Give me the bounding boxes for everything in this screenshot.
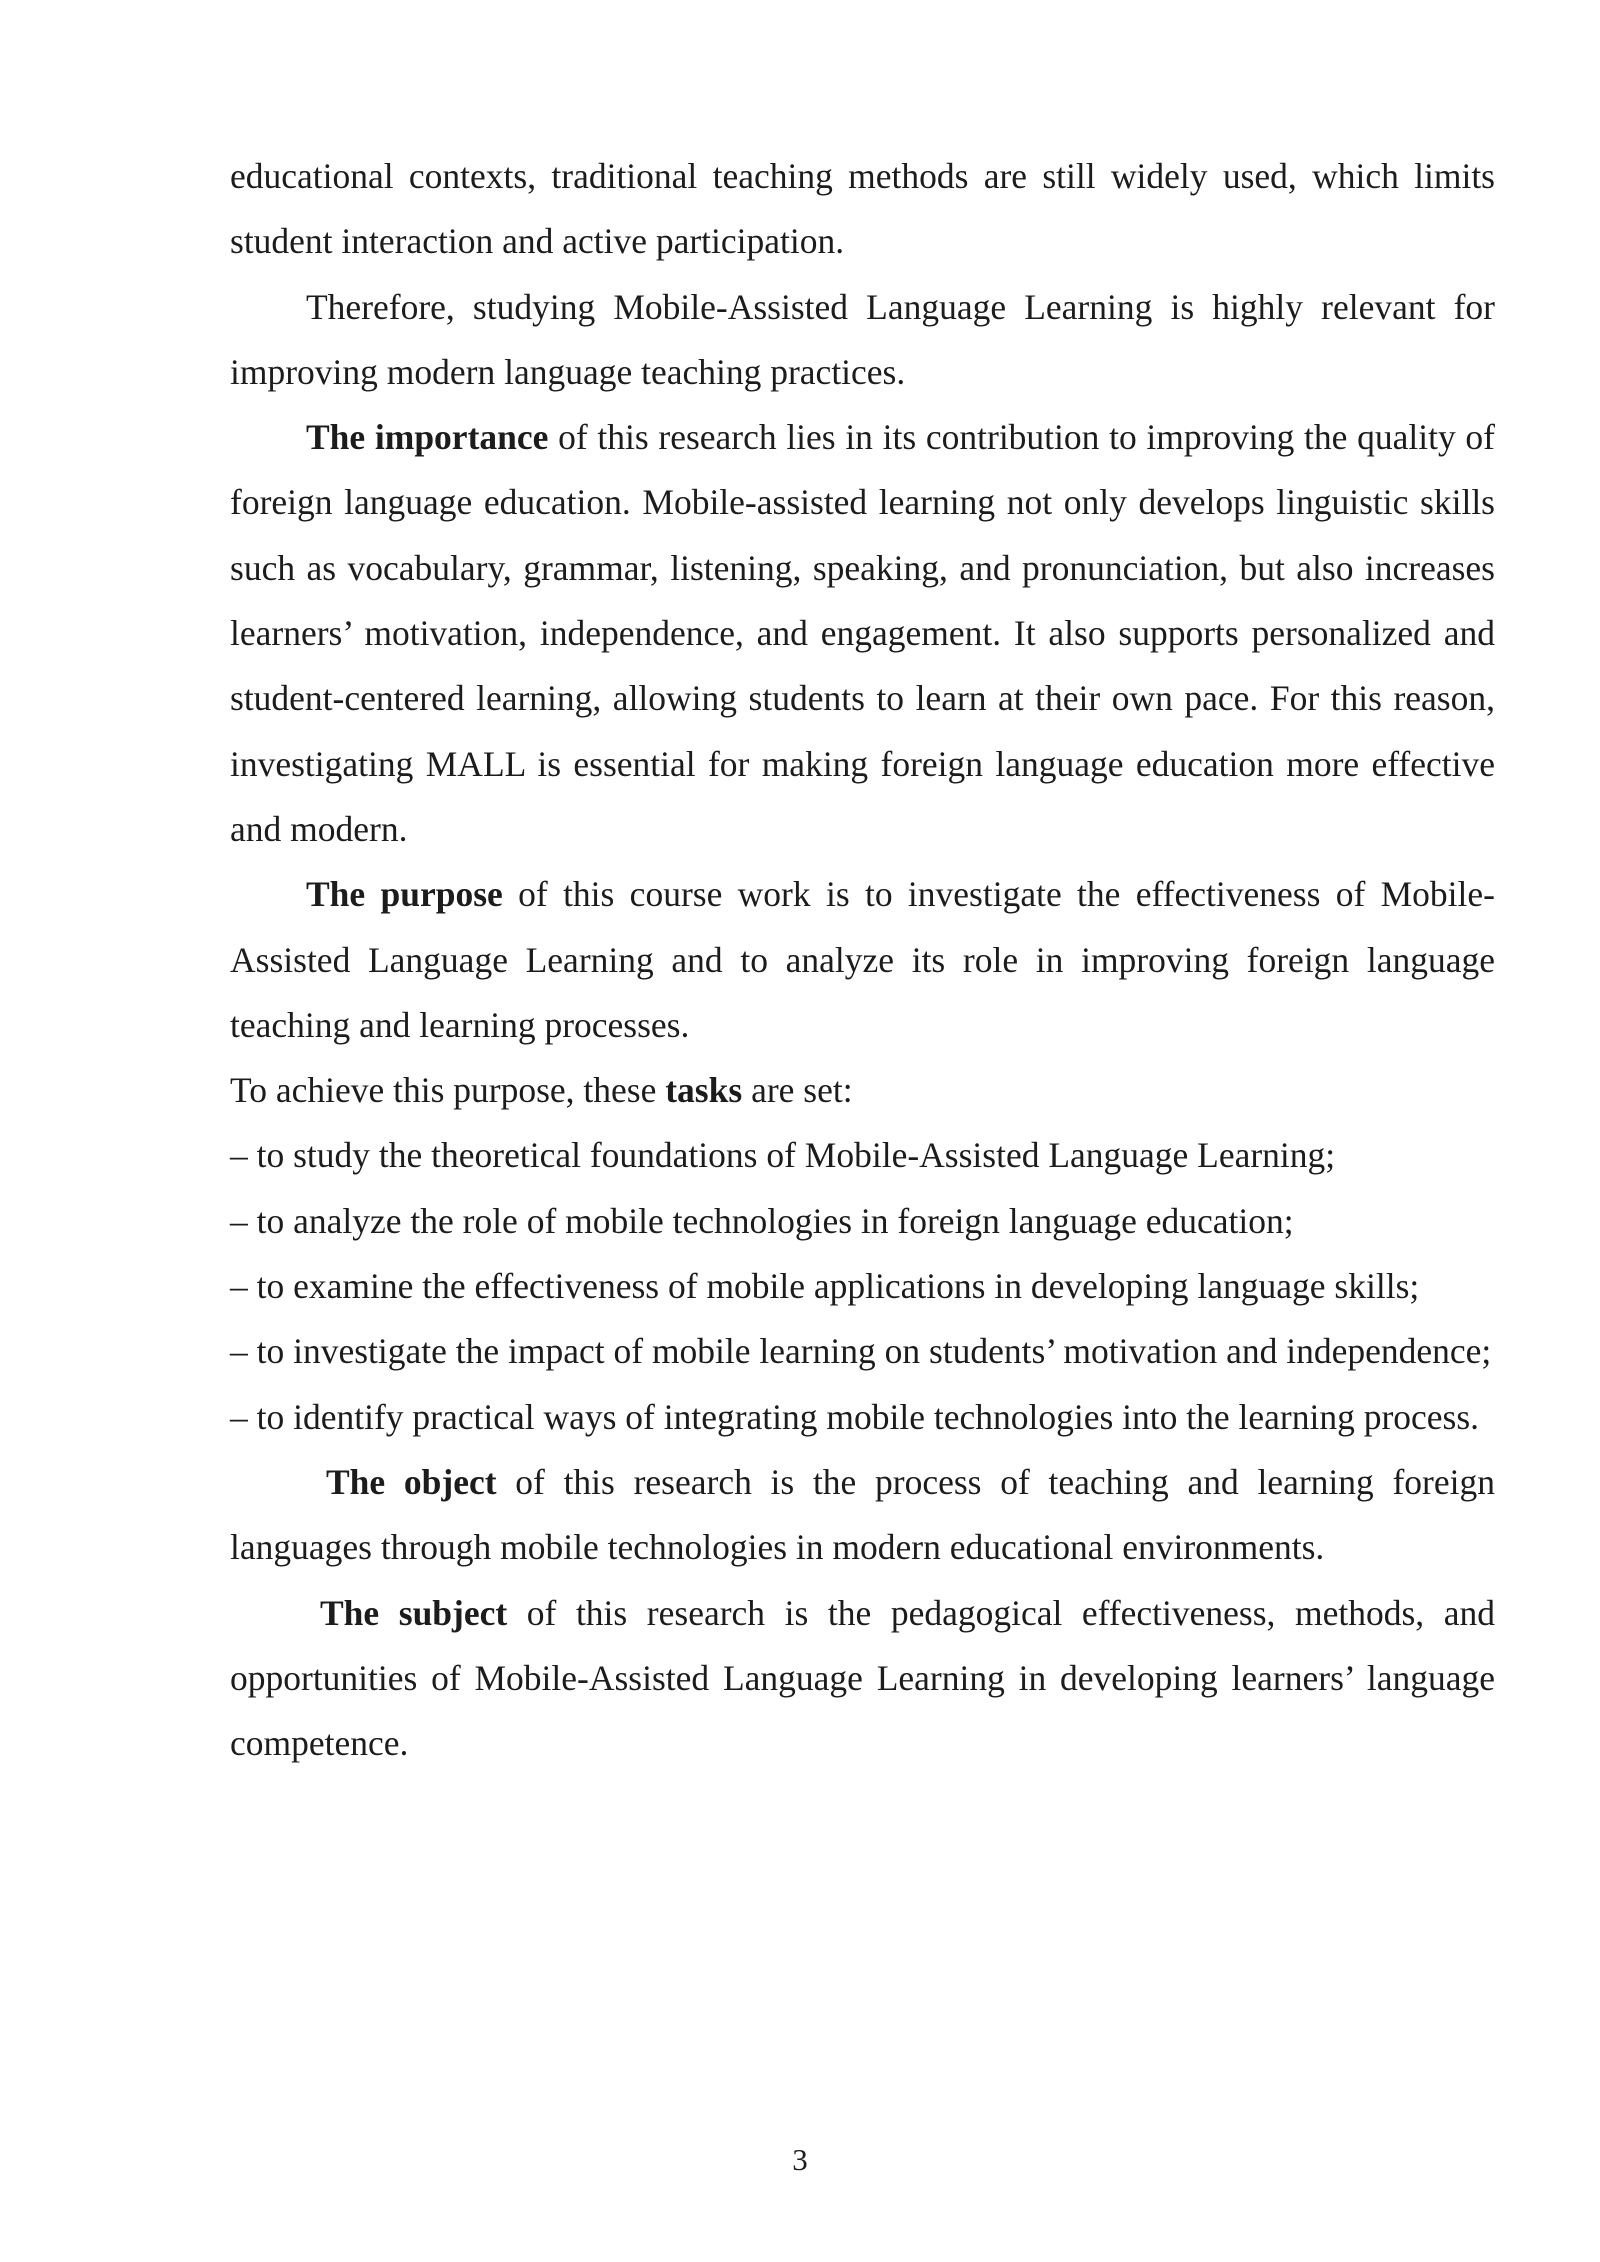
tasks-term: tasks — [665, 1070, 743, 1111]
task-item: – to investigate the impact of mobile learning on students’ motivation and independence; — [230, 1331, 1492, 1372]
continuation-paragraph: educational contexts, traditional teaching methods are still widely used, which limits student interaction and active participation. — [230, 156, 1495, 262]
task-item: – to study the theoretical foundations of Mobile-Assisted Language Learning; — [230, 1135, 1336, 1176]
task-item: – to analyze the role of mobile technologies in foreign language education; — [230, 1200, 1294, 1241]
importance-text: of this research lies in its contribution to improving the quality of foreign language education. Mobile-assisted learning not only develops linguistic skills such as vocabulary, grammar, listening, speaking, and pronunciation, but also increases learners’ motivation, independence, and engagement. It also supports personalized and student-centered learning, allowing students to learn at their own pace. For this reason, investigating MALL is essential for making foreign language education more effective and modern. — [230, 417, 1495, 849]
subject-paragraph — [230, 1581, 1495, 1777]
document-body — [230, 144, 1495, 1776]
purpose-text: of this course work is to investigate the effectiveness of Mobile-Assisted Language Learning and to analyze its role in improving foreign language teaching and learning processes. — [230, 874, 1495, 1045]
tasks-intro-paragraph — [230, 1058, 1495, 1123]
object-term: The object — [326, 1461, 497, 1502]
object-text: of this research is the process of teaching and learning foreign languages through mobile technologies in modern educational environments. — [230, 1461, 1495, 1568]
relevance-paragraph: Therefore, studying Mobile-Assisted Language Learning is highly relevant for improving modern language teaching practices. — [230, 286, 1495, 392]
purpose-paragraph — [230, 862, 1495, 1058]
importance-paragraph — [230, 405, 1495, 862]
object-paragraph — [230, 1450, 1495, 1581]
purpose-term: The purpose — [306, 874, 503, 915]
importance-term: The importance — [306, 417, 549, 458]
tasks-intro-before: To achieve this purpose, these — [230, 1070, 666, 1111]
task-item: – to examine the effectiveness of mobile applications in developing language skills; — [230, 1266, 1420, 1307]
subject-text: of this research is the pedagogical effectiveness, methods, and opportunities of Mobile-Assisted Language Learning in developing learners’ language competence. — [230, 1592, 1495, 1764]
task-item: – to identify practical ways of integrating mobile technologies into the learning process. — [230, 1396, 1480, 1437]
tasks-intro-after: are set: — [742, 1070, 853, 1111]
subject-term: The subject — [320, 1592, 508, 1633]
page-number: 3 — [792, 2142, 808, 2177]
